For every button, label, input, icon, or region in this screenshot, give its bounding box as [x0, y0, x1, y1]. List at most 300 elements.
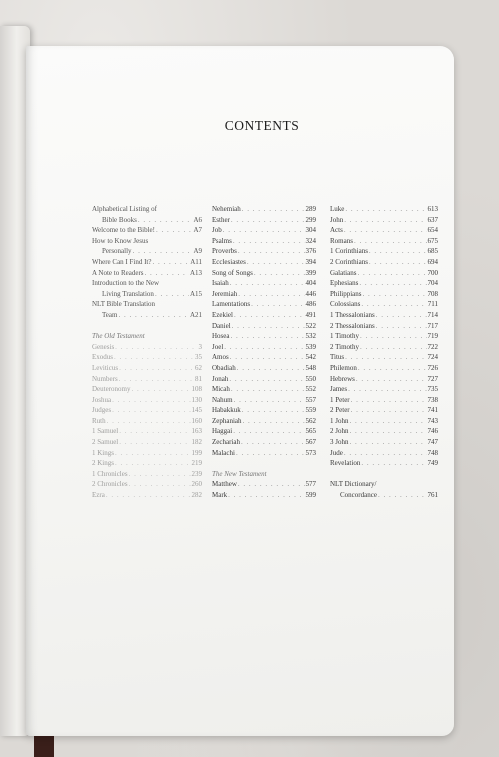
toc-entry-page: 160 — [191, 416, 202, 425]
toc-entry-label: Matthew — [212, 480, 237, 489]
toc-leader-dots — [132, 384, 191, 395]
toc-leader-dots — [112, 405, 190, 416]
toc-entry-label: 2 Peter — [330, 406, 350, 415]
toc-entry-label: Joel — [212, 342, 224, 351]
toc-entry-page: 289 — [305, 205, 316, 213]
toc-leader-dots — [230, 352, 305, 363]
front-matter-list — [92, 204, 202, 321]
toc-entry — [92, 246, 202, 257]
toc-entry-page: 738 — [427, 395, 438, 404]
toc-leader-dots — [156, 225, 192, 236]
toc-leader-dots — [118, 310, 188, 321]
toc-entry-label: Proverbs — [212, 247, 237, 256]
toc-entry-label: Ruth — [92, 416, 106, 425]
toc-entry-page: 491 — [305, 310, 316, 319]
toc-entry — [92, 395, 202, 406]
toc-entry-page: 717 — [427, 321, 438, 330]
toc-entry — [212, 257, 316, 268]
toc-entry — [212, 331, 316, 342]
toc-entry-page: 219 — [191, 459, 202, 468]
toc-entry-label: Malachi — [212, 448, 235, 457]
toc-entry-label: Ecclesiastes — [212, 257, 246, 266]
toc-entry-label: 1 Chronicles — [92, 469, 128, 478]
toc-leader-dots — [129, 469, 191, 480]
toc-entry-label: NLT Dictionary/ — [330, 480, 377, 489]
toc-entry — [330, 352, 438, 363]
toc-leader-dots — [376, 310, 427, 321]
toc-leader-dots — [223, 225, 305, 236]
toc-entry-page: 599 — [305, 491, 316, 500]
toc-entry — [212, 342, 316, 353]
toc-leader-dots — [251, 299, 304, 310]
toc-entry-page: 724 — [427, 353, 438, 362]
toc-leader-dots — [247, 257, 305, 268]
toc-entry-label: Joshua — [92, 395, 112, 404]
toc-entry — [212, 236, 316, 247]
toc-entry — [212, 384, 316, 395]
toc-entry-label: 2 Thessalonians — [330, 321, 375, 330]
toc-entry — [330, 331, 438, 342]
toc-entry-label: Acts — [330, 226, 343, 235]
toc-entry — [92, 469, 202, 480]
toc-entry-page: 548 — [305, 363, 316, 372]
toc-entry — [92, 490, 202, 501]
toc-entry-label: Jude — [330, 448, 343, 457]
toc-entry-page: 486 — [305, 300, 316, 309]
toc-entry — [330, 490, 438, 501]
toc-entry — [212, 310, 316, 321]
toc-entry-page: 376 — [305, 247, 316, 256]
toc-entry — [92, 204, 202, 215]
toc-entry-label: 1 Timothy — [330, 332, 359, 341]
toc-entry-label: Ezekiel — [212, 310, 233, 319]
toc-entry — [92, 426, 202, 437]
toc-entry-label: NLT Bible Translation — [92, 300, 156, 309]
toc-entry — [330, 426, 438, 437]
toc-leader-dots — [344, 448, 427, 459]
toc-leader-dots — [115, 458, 191, 469]
toc-entry-page: 145 — [191, 406, 202, 415]
toc-entry-page: 567 — [305, 438, 316, 447]
toc-entry-label: Daniel — [212, 321, 231, 330]
toc-entry-page: 748 — [427, 448, 438, 457]
toc-entry-page: 700 — [427, 268, 438, 277]
toc-entry-page: 522 — [305, 321, 316, 330]
toc-entry-label: 2 Samuel — [92, 438, 119, 447]
toc-entry-label: Jonah — [212, 374, 229, 383]
toc-entry-label: 1 Kings — [92, 448, 114, 457]
toc-entry-label: Revelation — [330, 459, 361, 468]
toc-entry — [212, 299, 316, 310]
toc-leader-dots — [138, 215, 193, 226]
toc-entry-page: A6 — [193, 215, 202, 224]
toc-entry — [92, 437, 202, 448]
toc-entry-page: 299 — [305, 215, 316, 224]
toc-entry-label: Esther — [212, 215, 230, 224]
book-page — [26, 46, 454, 736]
toc-entry — [330, 236, 438, 247]
toc-entry-page: 282 — [191, 491, 202, 500]
toc-entry-label: John — [330, 215, 344, 224]
toc-entry — [212, 416, 316, 427]
toc-entry — [212, 321, 316, 332]
toc-leader-dots — [237, 363, 305, 374]
toc-entry — [212, 448, 316, 459]
toc-entry-label: Bible Books — [102, 215, 137, 224]
contents-column-2 — [212, 204, 316, 501]
toc-entry-page: 399 — [305, 268, 316, 277]
toc-entry-page: 573 — [305, 448, 316, 457]
toc-leader-dots — [358, 363, 427, 374]
toc-leader-dots — [234, 395, 305, 406]
toc-entry-page: 722 — [427, 342, 438, 351]
old-testament-list-2 — [212, 204, 316, 458]
toc-leader-dots — [349, 416, 426, 427]
toc-leader-dots — [344, 215, 426, 226]
toc-leader-dots — [233, 236, 305, 247]
toc-entry-label: Where Can I Find It? — [92, 257, 152, 266]
toc-entry-page: 557 — [305, 395, 316, 404]
toc-leader-dots — [242, 204, 305, 215]
toc-leader-dots — [231, 331, 305, 342]
toc-entry-label: Micah — [212, 385, 230, 394]
toc-entry-label: Introduction to the New — [92, 279, 160, 288]
toc-entry — [92, 363, 202, 374]
toc-entry-page: 108 — [191, 385, 202, 394]
toc-leader-dots — [231, 215, 305, 226]
toc-entry — [212, 225, 316, 236]
toc-leader-dots — [360, 342, 427, 353]
toc-leader-dots — [119, 363, 194, 374]
toc-entry-page: 62 — [195, 363, 202, 372]
toc-entry-label: How to Know Jesus — [92, 236, 149, 245]
toc-entry — [330, 437, 438, 448]
toc-leader-dots — [242, 405, 305, 416]
toc-entry-page: 685 — [427, 247, 438, 256]
toc-entry-label: Exodus — [92, 353, 113, 362]
toc-entry-page: 637 — [427, 215, 438, 224]
toc-leader-dots — [232, 321, 305, 332]
toc-entry-page: 304 — [305, 226, 316, 235]
toc-leader-dots — [243, 416, 305, 427]
toc-entry-page: 559 — [305, 406, 316, 415]
toc-entry-label: A Note to Readers — [92, 268, 144, 277]
toc-leader-dots — [145, 268, 189, 279]
toc-entry — [330, 299, 438, 310]
toc-entry — [330, 204, 438, 215]
toc-entry-page: 552 — [305, 385, 316, 394]
contents-column-3 — [330, 204, 438, 501]
toc-leader-dots — [360, 331, 427, 342]
toc-leader-dots — [361, 458, 426, 469]
toc-leader-dots — [348, 384, 426, 395]
toc-entry — [330, 246, 438, 257]
toc-entry — [330, 310, 438, 321]
toc-entry-page: 404 — [305, 279, 316, 288]
toc-entry-label: Jeremiah — [212, 289, 238, 298]
toc-entry-page: 704 — [427, 279, 438, 288]
toc-entry — [212, 352, 316, 363]
toc-entry-label: Isaiah — [212, 279, 229, 288]
toc-entry-page: 239 — [191, 469, 202, 478]
toc-entry-label: Nahum — [212, 395, 233, 404]
toc-leader-dots — [345, 352, 426, 363]
toc-entry-page: 81 — [195, 374, 202, 383]
toc-entry-label: Galatians — [330, 268, 357, 277]
toc-leader-dots — [115, 448, 191, 459]
toc-entry — [330, 395, 438, 406]
toc-entry — [92, 289, 202, 300]
toc-entry-label: Ezra — [92, 491, 105, 500]
appendix-list — [330, 479, 438, 500]
toc-leader-dots — [233, 426, 304, 437]
toc-leader-dots — [238, 479, 305, 490]
toc-entry-page: A21 — [189, 310, 202, 319]
toc-leader-dots — [119, 374, 194, 385]
toc-entry-label: Mark — [212, 491, 228, 500]
toc-leader-dots — [238, 246, 305, 257]
toc-entry-label: Titus — [330, 353, 345, 362]
toc-entry-label: James — [330, 385, 348, 394]
toc-entry-page: 260 — [191, 480, 202, 489]
toc-entry-page: 562 — [305, 416, 316, 425]
toc-entry-label: 1 Corinthians — [330, 247, 368, 256]
toc-entry-label: Ephesians — [330, 279, 359, 288]
toc-entry-label: 2 Corinthians — [330, 257, 368, 266]
toc-entry-label: Luke — [330, 205, 345, 213]
toc-entry-page: A13 — [189, 268, 202, 277]
toc-entry — [212, 215, 316, 226]
toc-leader-dots — [254, 268, 305, 279]
toc-entry-page: A7 — [193, 226, 202, 235]
toc-entry — [92, 458, 202, 469]
new-testament-list-2 — [330, 204, 438, 469]
toc-leader-dots — [361, 299, 426, 310]
toc-entry-page: 532 — [305, 332, 316, 341]
toc-entry — [212, 268, 316, 279]
toc-entry-page: 714 — [427, 310, 438, 319]
toc-entry — [92, 299, 202, 310]
toc-entry — [92, 479, 202, 490]
toc-entry — [212, 246, 316, 257]
toc-entry-page: 542 — [305, 353, 316, 362]
toc-entry-page: 726 — [427, 363, 438, 372]
toc-leader-dots — [107, 416, 191, 427]
toc-entry — [212, 363, 316, 374]
toc-leader-dots — [356, 374, 427, 385]
toc-leader-dots — [241, 437, 305, 448]
toc-entry-page: 747 — [427, 438, 438, 447]
toc-entry-label: 1 Thessalonians — [330, 310, 375, 319]
toc-entry-page: 130 — [191, 395, 202, 404]
toc-leader-dots — [114, 352, 194, 363]
toc-entry — [212, 374, 316, 385]
toc-entry — [92, 236, 202, 247]
toc-entry — [330, 257, 438, 268]
toc-entry-page: 727 — [427, 374, 438, 383]
toc-entry — [92, 225, 202, 236]
toc-entry-label: Alphabetical Listing of — [92, 205, 157, 213]
toc-entry-page: 35 — [195, 353, 202, 362]
toc-entry-label: 1 Samuel — [92, 427, 119, 436]
toc-entry — [330, 416, 438, 427]
toc-entry — [212, 490, 316, 501]
toc-entry-label: Colossians — [330, 300, 361, 309]
toc-leader-dots — [230, 278, 305, 289]
toc-entry-label: Hebrews — [330, 374, 355, 383]
toc-leader-dots — [349, 426, 426, 437]
toc-entry-label: 2 Chronicles — [92, 480, 128, 489]
toc-entry-page: 550 — [305, 374, 316, 383]
toc-leader-dots — [345, 204, 426, 215]
toc-entry-page: 613 — [427, 205, 438, 213]
toc-entry-label: 2 Kings — [92, 459, 114, 468]
toc-entry — [330, 215, 438, 226]
toc-entry-page: 654 — [427, 226, 438, 235]
toc-entry-label: 1 John — [330, 416, 349, 425]
toc-entry — [212, 395, 316, 406]
toc-leader-dots — [376, 321, 427, 332]
toc-entry-label: Nehemiah — [212, 205, 241, 213]
toc-entry-label: Amos — [212, 353, 229, 362]
toc-leader-dots — [119, 437, 190, 448]
toc-leader-dots — [349, 437, 426, 448]
toc-entry — [330, 225, 438, 236]
toc-entry — [92, 352, 202, 363]
toc-entry-page: 746 — [427, 427, 438, 436]
toc-entry-label: Judges — [92, 406, 112, 415]
toc-entry-label: Team — [102, 310, 118, 319]
toc-leader-dots — [378, 490, 427, 501]
toc-leader-dots — [238, 289, 304, 300]
toc-leader-dots — [344, 225, 427, 236]
toc-entry-page: 675 — [427, 236, 438, 245]
toc-entry-page: 694 — [427, 257, 438, 266]
toc-entry-label: Zechariah — [212, 438, 240, 447]
toc-entry-label: Living Translation — [102, 289, 154, 298]
old-testament-list-1 — [92, 342, 202, 501]
toc-leader-dots — [152, 257, 189, 268]
toc-entry-label: Leviticus — [92, 363, 119, 372]
toc-entry-label: Habakkuk — [212, 406, 241, 415]
toc-entry — [92, 268, 202, 279]
toc-leader-dots — [357, 268, 426, 279]
toc-entry — [212, 479, 316, 490]
toc-entry-label: Personally — [102, 247, 132, 256]
toc-entry — [92, 257, 202, 268]
page-title: CONTENTS — [224, 118, 300, 133]
toc-entry-label: Deuteronomy — [92, 385, 131, 394]
toc-entry-page: 743 — [427, 416, 438, 425]
toc-entry — [330, 342, 438, 353]
toc-entry-page: 3 — [198, 342, 202, 351]
toc-leader-dots — [236, 448, 305, 459]
toc-entry — [212, 278, 316, 289]
toc-entry-page: 708 — [427, 289, 438, 298]
contents-column-1 — [92, 204, 202, 501]
toc-entry-label: 2 John — [330, 427, 349, 436]
toc-entry — [92, 215, 202, 226]
toc-leader-dots — [129, 479, 191, 490]
toc-entry-page: 199 — [191, 448, 202, 457]
toc-entry-label: Song of Songs — [212, 268, 253, 277]
toc-entry — [212, 289, 316, 300]
toc-entry-label: Philemon — [330, 363, 357, 372]
toc-leader-dots — [234, 310, 305, 321]
toc-leader-dots — [155, 289, 189, 300]
toc-entry — [330, 374, 438, 385]
toc-entry-page: 735 — [427, 385, 438, 394]
toc-entry-page: 741 — [427, 406, 438, 415]
toc-leader-dots — [369, 257, 427, 268]
toc-entry-label: Obadiah — [212, 363, 236, 372]
toc-leader-dots — [112, 395, 190, 406]
toc-entry-page: 577 — [305, 480, 316, 489]
toc-entry-label: Numbers — [92, 374, 118, 383]
toc-entry-label: Welcome to the Bible! — [92, 226, 155, 235]
toc-leader-dots — [231, 384, 305, 395]
toc-entry — [212, 437, 316, 448]
new-testament-list-1 — [212, 479, 316, 500]
toc-entry-label: Genesis — [92, 342, 115, 351]
toc-entry-page: 539 — [305, 342, 316, 351]
toc-entry-label: Haggai — [212, 427, 233, 436]
toc-entry-page: 565 — [305, 427, 316, 436]
toc-entry-page: 761 — [427, 491, 438, 500]
toc-entry-page: 749 — [427, 459, 438, 468]
toc-leader-dots — [115, 342, 197, 353]
toc-entry-page: 182 — [191, 438, 202, 447]
toc-entry — [330, 363, 438, 374]
toc-entry-label: Romans — [330, 236, 353, 245]
toc-entry-page: 163 — [191, 427, 202, 436]
toc-entry — [212, 405, 316, 416]
toc-entry-page: A11 — [190, 257, 202, 266]
toc-entry-label: Psalms — [212, 236, 232, 245]
toc-entry — [92, 405, 202, 416]
toc-entry-label: Philippians — [330, 289, 362, 298]
toc-leader-dots — [351, 395, 427, 406]
toc-entry-label: 2 Timothy — [330, 342, 359, 351]
toc-leader-dots — [119, 426, 190, 437]
toc-entry — [92, 310, 202, 321]
toc-entry-page: 719 — [427, 332, 438, 341]
old-testament-heading: The Old Testament — [92, 332, 145, 341]
toc-leader-dots — [106, 490, 191, 501]
toc-leader-dots — [224, 342, 304, 353]
toc-leader-dots — [354, 236, 427, 247]
toc-leader-dots — [363, 289, 427, 300]
toc-entry — [92, 384, 202, 395]
toc-entry — [330, 448, 438, 459]
toc-entry — [330, 405, 438, 416]
toc-leader-dots — [229, 374, 304, 385]
toc-entry — [330, 384, 438, 395]
toc-entry-label: 3 John — [330, 438, 349, 447]
toc-entry-label: Hosea — [212, 332, 230, 341]
toc-entry — [212, 426, 316, 437]
toc-entry — [92, 278, 202, 289]
toc-entry — [330, 479, 438, 490]
toc-entry — [330, 458, 438, 469]
toc-entry — [330, 321, 438, 332]
toc-entry-page: A15 — [189, 289, 202, 298]
toc-entry-page: 711 — [427, 300, 438, 309]
toc-entry — [92, 342, 202, 353]
toc-entry-label: Zephaniah — [212, 416, 242, 425]
toc-leader-dots — [228, 490, 304, 501]
toc-entry — [212, 204, 316, 215]
